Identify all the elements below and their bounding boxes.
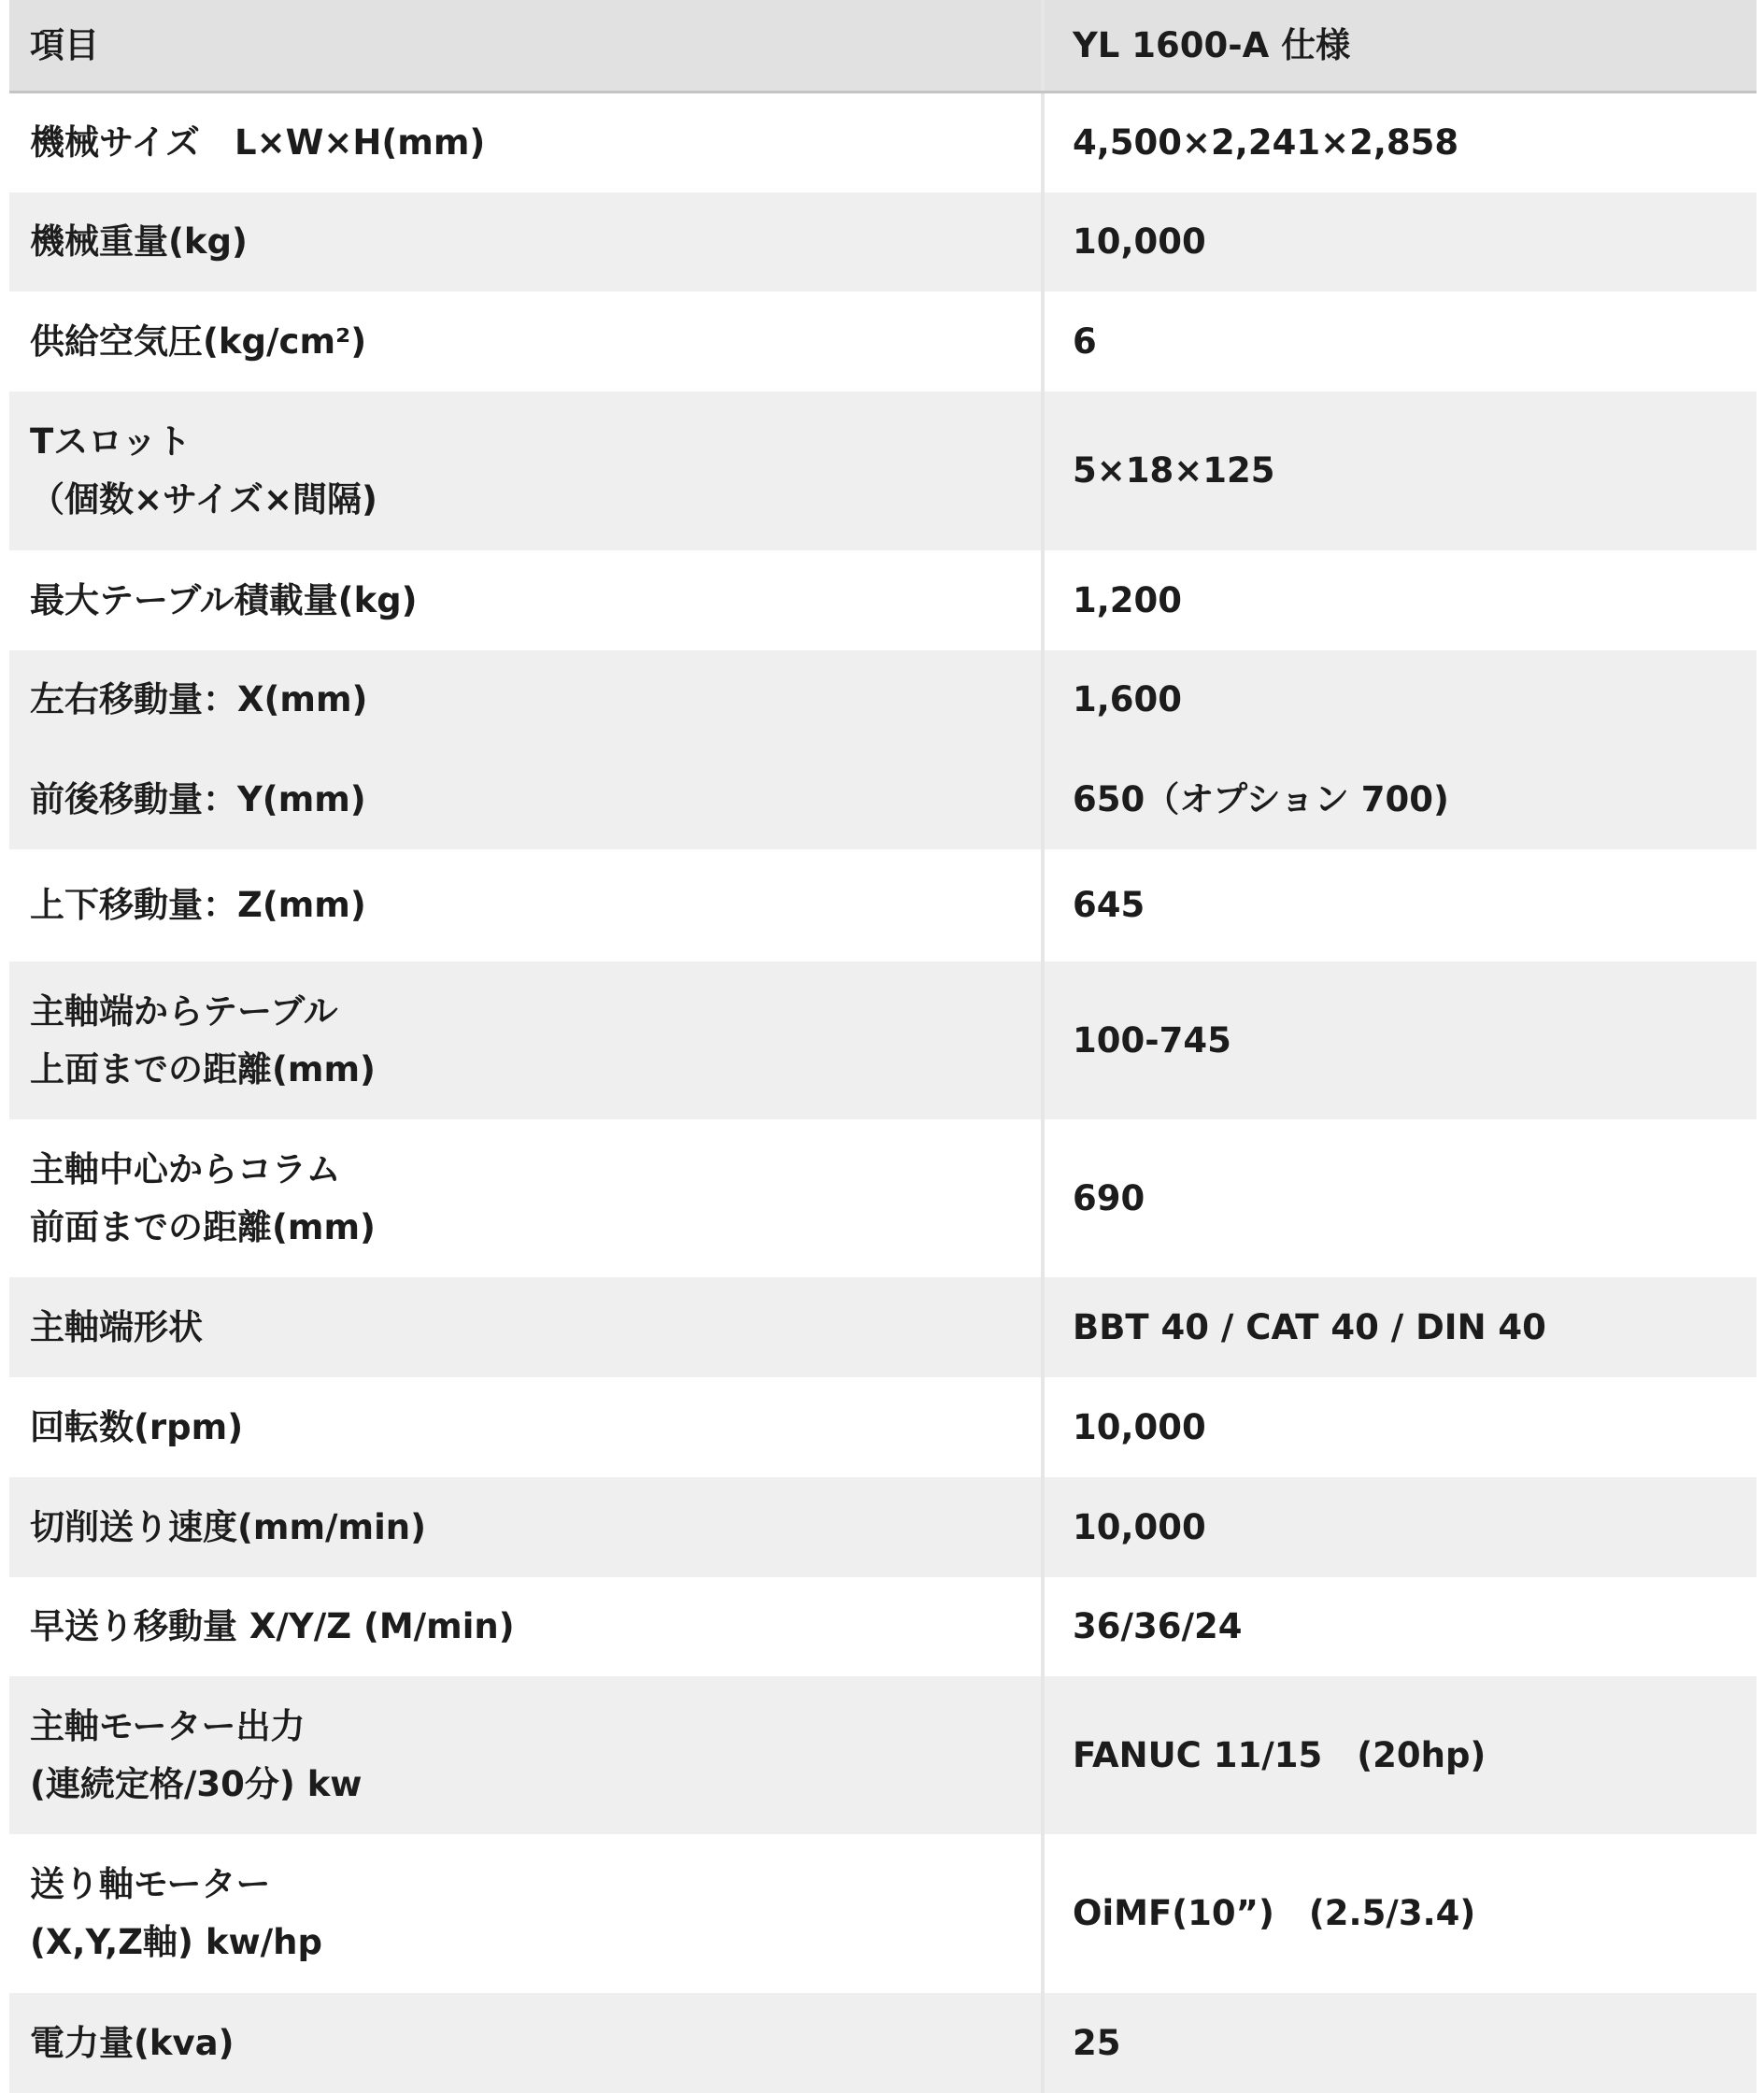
header-value-cell [1045, 0, 1757, 91]
value-cell [1045, 550, 1757, 650]
table-row [9, 849, 1757, 961]
item-cell [9, 1477, 1045, 1577]
item-label: 上下移動量：Z(mm) [30, 885, 366, 925]
table-row [9, 550, 1757, 650]
value-cell [1045, 192, 1757, 292]
value-label: 5×18×125 [1073, 450, 1275, 491]
header-item-cell [9, 0, 1045, 91]
item-label: 主軸中心からコラム [30, 1148, 341, 1189]
table-row [9, 192, 1757, 292]
value-label: 10,000 [1073, 1406, 1206, 1447]
item-label: 早送り移動量 X/Y/Z (M/min) [30, 1606, 515, 1646]
value-label: 1,200 [1073, 579, 1183, 620]
value-cell [1045, 392, 1757, 550]
item-cell [9, 1993, 1045, 2093]
value-cell [1045, 1834, 1757, 1993]
item-label: 機械サイズ L×W×H(mm) [30, 122, 486, 163]
value-label: 650（オプション 700) [1073, 778, 1449, 819]
item-label: (X,Y,Z軸) kw/hp [30, 1922, 322, 1962]
value-cell [1045, 1377, 1757, 1477]
value-cell [1045, 650, 1757, 749]
item-cell [9, 1277, 1045, 1377]
item-label: Tスロット [30, 421, 192, 462]
value-label: 10,000 [1073, 1506, 1206, 1547]
item-label: 回転数(rpm) [30, 1406, 244, 1447]
value-cell [1045, 1119, 1757, 1277]
item-label: 上面までの距離(mm) [30, 1048, 376, 1089]
table-row [9, 1676, 1757, 1834]
item-cell [9, 1577, 1045, 1676]
value-label: 36/36/24 [1073, 1606, 1243, 1646]
table-row [9, 961, 1757, 1119]
item-label: (連続定格/30分) kw [30, 1763, 363, 1804]
value-label: 1,600 [1073, 679, 1183, 719]
value-label: 4,500×2,241×2,858 [1073, 122, 1459, 163]
item-cell [9, 93, 1045, 192]
item-label: 主軸端形状 [30, 1306, 203, 1347]
item-cell [9, 650, 1045, 749]
table-row [9, 1993, 1757, 2093]
table-row [9, 650, 1757, 749]
table-row [9, 1277, 1757, 1377]
table-row [9, 392, 1757, 550]
item-label: 電力量(kva) [30, 2022, 235, 2063]
item-cell [9, 849, 1045, 961]
table-row [9, 1377, 1757, 1477]
value-cell [1045, 93, 1757, 192]
table-row [9, 749, 1757, 849]
value-label: 690 [1073, 1177, 1145, 1218]
value-label: FANUC 11/15 (20hp) [1073, 1734, 1487, 1775]
item-label: 供給空気圧(kg/cm²) [30, 320, 367, 362]
value-label: OiMF(10”) (2.5/3.4) [1073, 1893, 1476, 1933]
value-label: 100-745 [1073, 1019, 1231, 1061]
value-cell [1045, 1993, 1757, 2093]
table-body [9, 93, 1757, 2093]
table-row [9, 292, 1757, 392]
value-cell [1045, 1577, 1757, 1676]
item-cell [9, 1834, 1045, 1993]
item-cell [9, 392, 1045, 550]
value-cell [1045, 292, 1757, 392]
value-cell [1045, 1477, 1757, 1577]
table-header-row [9, 0, 1757, 93]
item-cell [9, 1676, 1045, 1834]
item-label: 主軸端からテーブル [30, 990, 338, 1032]
value-label: 6 [1073, 320, 1097, 362]
table-row [9, 1834, 1757, 1993]
item-label: 左右移動量：X(mm) [30, 679, 368, 719]
table-row [9, 1477, 1757, 1577]
item-label: （個数×サイズ×間隔) [30, 479, 377, 520]
value-cell [1045, 1277, 1757, 1377]
item-label: 送り軸モーター [30, 1864, 271, 1904]
value-cell [1045, 961, 1757, 1119]
item-label: 機械重量(kg) [30, 221, 248, 262]
item-cell [9, 1119, 1045, 1277]
value-cell [1045, 1676, 1757, 1834]
header-item-label: 項目 [30, 24, 99, 65]
value-label: 25 [1073, 2022, 1121, 2063]
table-row [9, 93, 1757, 192]
value-cell [1045, 849, 1757, 961]
item-label: 切削送り速度(mm/min) [30, 1506, 427, 1547]
item-cell [9, 961, 1045, 1119]
item-cell [9, 1377, 1045, 1477]
item-label: 前後移動量：Y(mm) [30, 778, 366, 819]
item-cell [9, 749, 1045, 849]
item-label: 最大テーブル積載量(kg) [30, 579, 418, 620]
item-cell [9, 550, 1045, 650]
item-label: 主軸モーター出力 [30, 1705, 306, 1746]
table-row [9, 1119, 1757, 1277]
value-label: 645 [1073, 885, 1145, 925]
table-row [9, 1577, 1757, 1676]
item-label: 前面までの距離(mm) [30, 1206, 376, 1247]
item-cell [9, 192, 1045, 292]
item-cell [9, 292, 1045, 392]
value-label: 10,000 [1073, 221, 1206, 262]
value-label: BBT 40 / CAT 40 / DIN 40 [1073, 1306, 1546, 1347]
spec-table [9, 0, 1757, 2093]
header-value-label: YL 1600-A 仕様 [1073, 24, 1351, 65]
value-cell [1045, 749, 1757, 849]
